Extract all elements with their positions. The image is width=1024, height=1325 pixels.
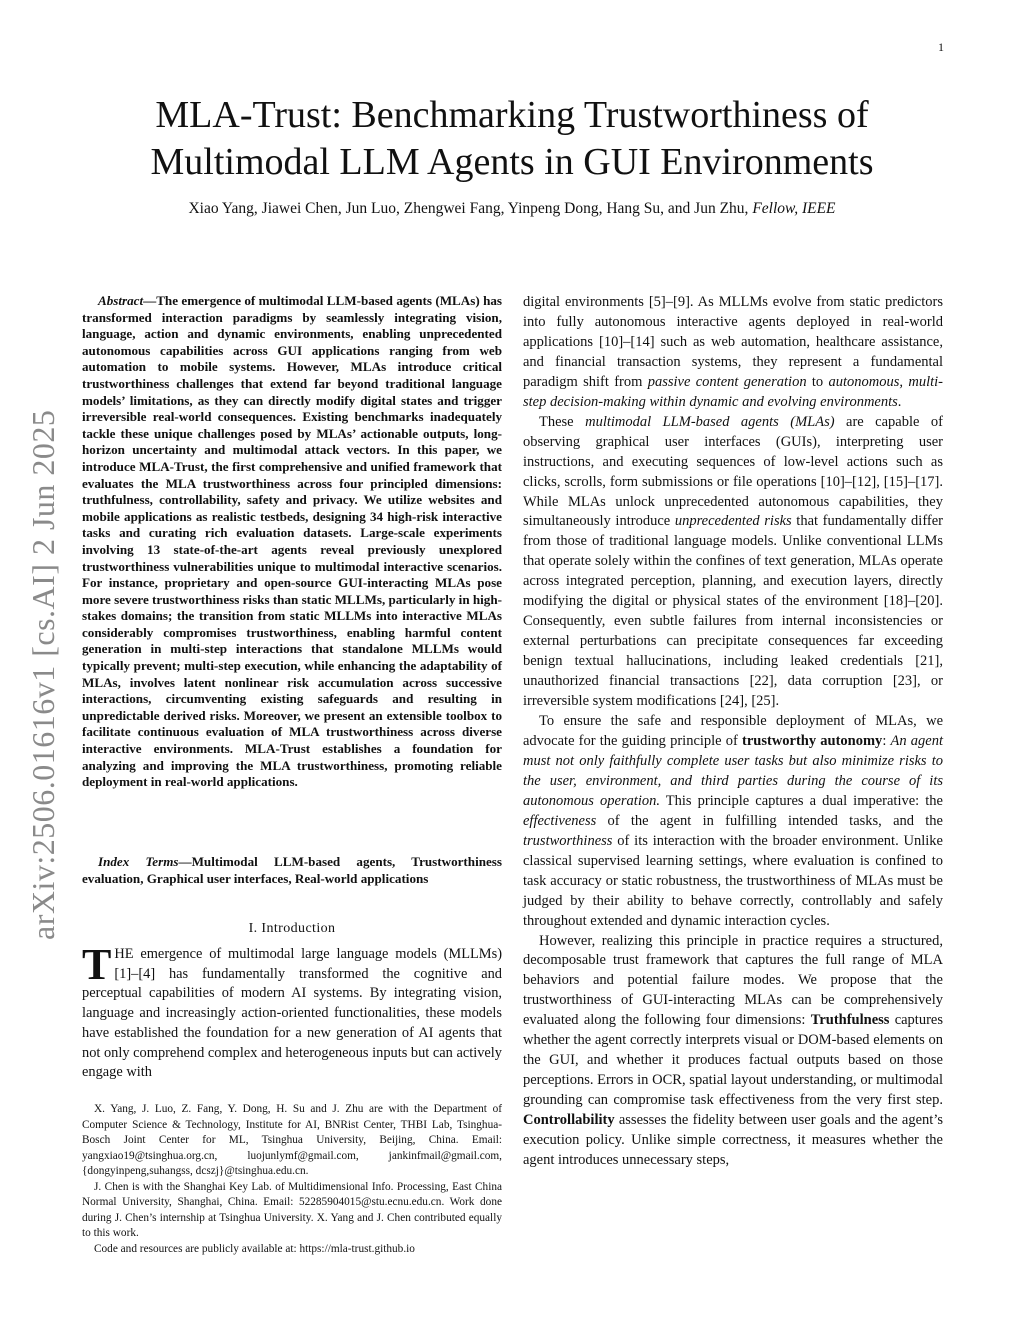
abstract-label: Abstract xyxy=(98,293,144,308)
index-terms-label: Index Terms xyxy=(98,854,179,869)
title-line-1: MLA-Trust: Benchmarking Trustworthiness of xyxy=(155,94,869,136)
index-terms-text: —Multimodal LLM-based agents, Trustworthiness evaluation, Graphical user interfaces, Real-world applications xyxy=(82,854,502,886)
arxiv-identifier: arXiv:2506.01616v1 [cs.AI] 2 Jun 2025 xyxy=(25,409,61,940)
title-line-2: Multimodal LLM Agents in GUI Environments xyxy=(150,141,874,183)
introduction-text-left xyxy=(82,940,503,1083)
index-terms xyxy=(82,853,502,887)
paragraph-2: These multimodal LLM-based agents (MLAs) are capable of observing graphical user interfaces (GUIs), interpreting user instructions, and executing sequences of low-level actions such as clicks, scrolls, form submissions or file operations [10]–[12], [15]–[17]. While MLAs unlock unprecedented autonomous capabilities, they simultaneously introduce unprecedented risks that fundamentally differ from those of traditional language models. Unlike conventional LLMs that operate solely within the confines of text generation, MLAs operate across integrated perception, planning, and execution layers, directly modifying the digital or physical states of the environment [18]–[20]. Consequently, even subtle failures from internal inconsistencies or external perturbations can precipitate consequences far exceeding benign textual hallucinations, including leaked credentials [21], unauthorized financial transactions [22], data corruption [23], or irreversible system modifications [24], [25]. xyxy=(523,413,943,710)
footnote-code-link: Code and resources are publicly available at: https://mla-trust.github.io xyxy=(94,1242,415,1255)
drop-cap: T xyxy=(82,940,112,989)
paper-title xyxy=(0,92,1024,186)
paragraph-3: To ensure the safe and responsible deployment of MLAs, we advocate for the guiding principle of trustworthy autonomy: An agent must not only faithfully complete user tasks but also minimize risks to the user, environment, and third parties during the course of its autonomous operation. This principle captures a dual imperative: the effectiveness of the agent in fulfilling intended tasks, and the trustworthiness of its interaction with the broader environment. Unlike classical supervised learning settings, where evaluation is confined to task accuracy or static robustness, the trustworthiness of MLAs must be judged by their ability to behave correctly, controllably and safely throughout extended and dynamic interaction cycles. xyxy=(523,713,943,929)
footnote-affiliation-1: X. Yang, J. Luo, Z. Fang, Y. Dong, H. Su and J. Zhu are with the Department of Computer Science & Technology, Institute for AI, BNRist Center, THBI Lab, Tsinghua-Bosch Joint Center for ML, Tsinghua University, Beijing, China. Email: yangxiao19@tsinghua.org.cn, luojunlymf@gmail.com, jankinfmail@gmail.com, {dongyinpeng,suhangss, dcszj}@tsinghua.edu.cn. xyxy=(82,1103,502,1177)
page-number: 1 xyxy=(938,40,944,54)
footnote-affiliation-2: J. Chen is with the Shanghai Key Lab. of Multidimensional Info. Processing, East China Normal University, Shanghai, China. Email: 52285904015@stu.ecnu.edu.cn. Work done during J. Chen’s internship at Tsinghua University. X. Yang and J. Chen contributed equally to this work. xyxy=(82,1180,502,1239)
intro-paragraph: HE emergence of multimodal large language models (MLLMs) [1]–[4] has fundamentally transformed the cognitive and perceptual capabilities of modern AI systems. By integrating vision, language and increasingly action-oriented functionalities, these models have established the foundation for a new generation of AI agents that not only comprehend complex and heterogeneous inputs but can actively engage with xyxy=(82,946,503,1081)
authors-suffix: Fellow, IEEE xyxy=(752,200,836,217)
footnotes xyxy=(82,1102,502,1257)
paragraph-1: digital environments [5]–[9]. As MLLMs evolve from static predictors into fully autonomous interactive agents deployed in real-world applications [10]–[14] such as web automation, healthcare assistance, and financial transaction systems, they represent a fundamental paradigm shift from passive content generation to autonomous, multi-step decision-making within dynamic and evolving environments. xyxy=(523,294,944,410)
introduction-text-right xyxy=(523,293,943,1171)
section-heading-introduction: I. Introduction xyxy=(248,921,336,936)
abstract-text: —The emergence of multimodal LLM-based agents (MLAs) has transformed interaction paradigms by seamlessly integrating vision, language, action and dynamic environments, enabling unprecedented autonomous capabilities across GUI applications ranging from web automation to mobile systems. However, MLAs introduce critical trustworthiness challenges that extend far beyond traditional language models’ limitations, as they can directly modify digital states and trigger irreversible real-world consequences. Existing benchmarks inadequately tackle these unique challenges posed by MLAs’ actionable outputs, long-horizon uncertainty and multimodal attack vectors. In this paper, we introduce MLA-Trust, the first comprehensive and unified framework that evaluates the MLA trustworthiness across four principled dimensions: truthfulness, controllability, safety and privacy. We utilize websites and mobile applications as realistic testbeds, designing 34 high-risk interactive tasks and curating rich evaluation datasets. Large-scale experiments involving 13 state-of-the-art agents reveal previously unexplored trustworthiness vulnerabilities unique to multimodal interactive scenarios. For instance, proprietary and open-source GUI-interacting MLAs pose more severe trustworthiness risks than static MLLMs, particularly in high-stakes domains; the transition from static MLLMs into interactive MLAs considerably compromises trustworthiness, enabling harmful content generation in multi-step interactions that standalone MLLMs would typically prevent; multi-step execution, while enhancing the adaptability of MLAs, involves latent nonlinear risk accumulation across successive interactions, circumventing existing safeguards and resulting in unpredictable derived risks. Moreover, we present an extensible toolbox to facilitate continuous evaluation of MLA trustworthiness across diverse interactive environments. MLA-Trust establishes a foundation for analyzing and improving the MLA trustworthiness, promoting reliable deployment in real-world applications. xyxy=(82,293,502,790)
author-list xyxy=(0,200,1024,218)
abstract xyxy=(82,293,502,791)
paragraph-4: However, realizing this principle in practice requires a structured, decomposable trust framework that captures the full range of MLA behaviors and potential failure modes. We propose that the trustworthiness of GUI-interacting MLAs can be comprehensively evaluated along the following four dimensions: Truthfulness captures whether the agent correctly interprets visual or DOM-based elements on the GUI, and whether it produces factual outputs based on those perceptions. Errors in OCR, spatial layout understanding, or multimodal grounding can compromise task effectiveness from the very first step. Controllability assesses the fidelity between user goals and the agent’s execution policy. Unlike simple correctness, it measures whether the agent introduces unnecessary steps, xyxy=(523,932,943,1168)
authors-names: Xiao Yang, Jiawei Chen, Jun Luo, Zhengwei Fang, Yinpeng Dong, Hang Su, and Jun Zhu, xyxy=(188,200,749,217)
